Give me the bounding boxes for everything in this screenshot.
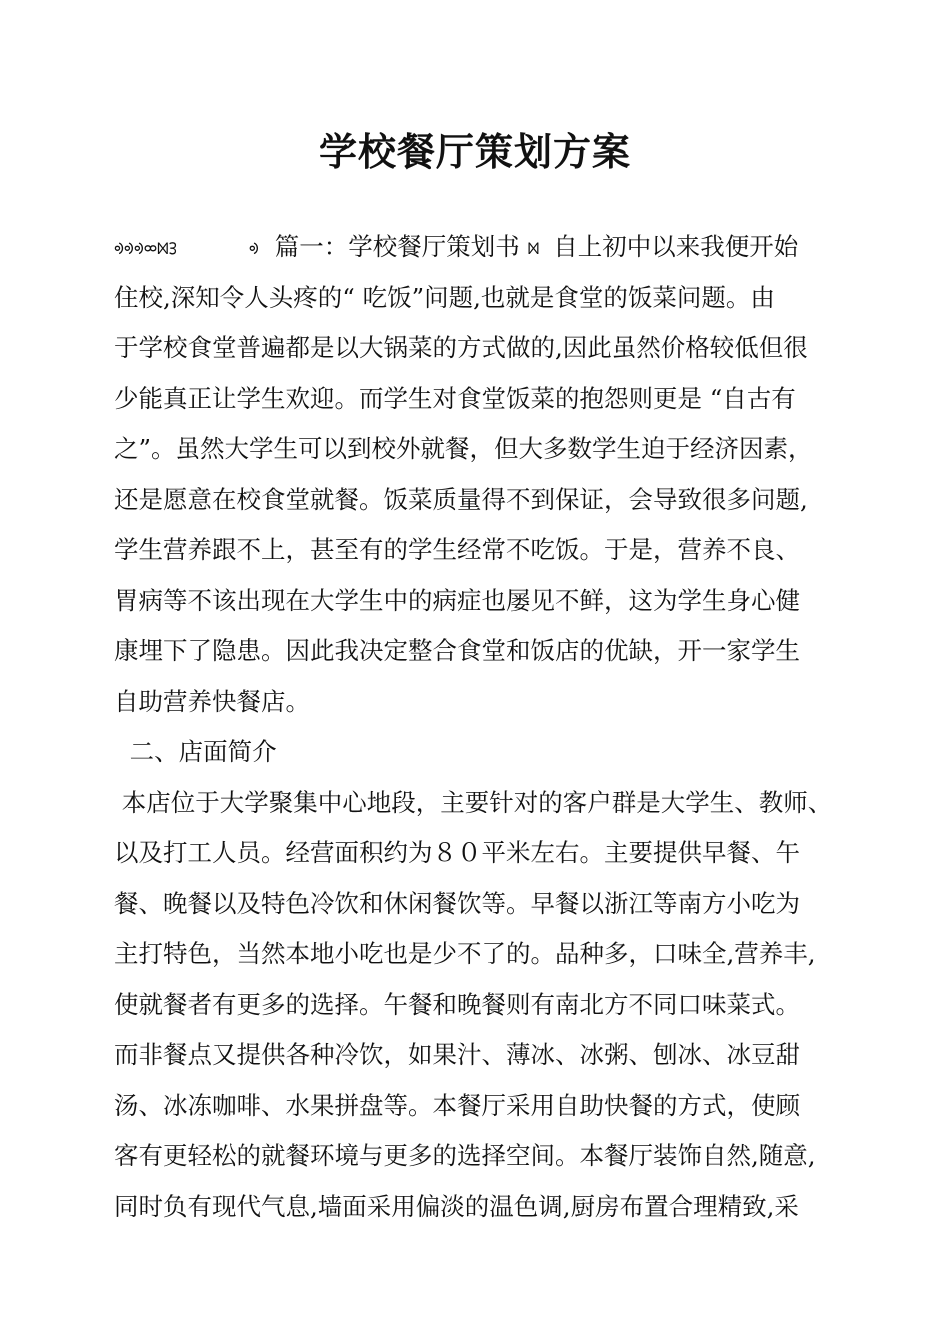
text-line: 还是愿意在校食堂就餐。饭菜质量得不到保证，会导致很多问题, (114, 484, 808, 514)
text-line: 而非餐点又提供各种冷饮，如果汁、薄冰、冰粥、刨冰、冰豆甜 (114, 1040, 800, 1069)
text-line: 同时负有现代气息,墙面采用偏淡的温色调,厨房布置合理精致,采 (114, 1191, 799, 1221)
text-line: 之”。虽然大学生可以到校外就餐，但大多数学生迫于经济因素， (114, 434, 813, 463)
text-line: 胃病等不该出现在大学生中的病症也屡见不鲜，这为学生身心健 (114, 585, 800, 615)
paragraph-1-start: 自上初中以来我便开始 (553, 232, 799, 261)
document-body (114, 222, 844, 1232)
text-line: 学生营养跟不上，甚至有的学生经常不吃饭。于是，营养不良、 (114, 535, 800, 564)
text-line: 主打特色，当然本地小吃也是少不了的。品种多，口味全,营养丰, (114, 939, 816, 968)
section-heading-2: 二、店面简介 (114, 737, 277, 766)
text-line: 自助营养快餐店。 (114, 686, 310, 716)
first-line (114, 222, 844, 273)
document-title: 学校餐厅策划方案 (318, 129, 631, 174)
section-heading-1: 篇一：学校餐厅策划书 (274, 232, 520, 261)
glyph-run-c: ᢂ (527, 240, 540, 260)
text-line: 使就餐者有更多的选择。午餐和晚餐则有南北方不同口味菜式。 (114, 989, 800, 1019)
text-line: 于学校食堂普遍都是以大锅菜的方式做的,因此虽然价格较低但很 (114, 333, 808, 362)
text-line: 餐、晚餐以及特色冷饮和休闲餐饮等。早餐以浙江等南方小吃为 (114, 888, 800, 918)
text-line: 客有更轻松的就餐环境与更多的选择空间。本餐厅装饰自然,随意, (114, 1141, 816, 1170)
text-line: 少能真正让学生欢迎。而学生对食堂饭菜的抱怨则更是 “自古有 (114, 383, 796, 413)
glyph-run-a: ᢀᢀᢀᢁᢂᢃ (114, 240, 177, 260)
text-line: 住校,深知令人头疼的“ 吃饭”问题,也就是食堂的饭菜问题。由 (114, 282, 775, 312)
text-line: 汤、冰冻咖啡、水果拼盘等。本餐厅采用自助快餐的方式，使顾 (114, 1090, 800, 1120)
text-line: 本店位于大学聚集中心地段，主要针对的客户群是大学生、教师、 (114, 787, 833, 817)
text-line: 康埋下了隐患。因此我决定整合食堂和饭店的优缺，开一家学生 (114, 636, 800, 665)
text-line: 以及打工人员。经营面积约为８０平米左右。主要提供早餐、午 (114, 838, 800, 867)
glyph-run-b: ᢀ (248, 240, 259, 260)
